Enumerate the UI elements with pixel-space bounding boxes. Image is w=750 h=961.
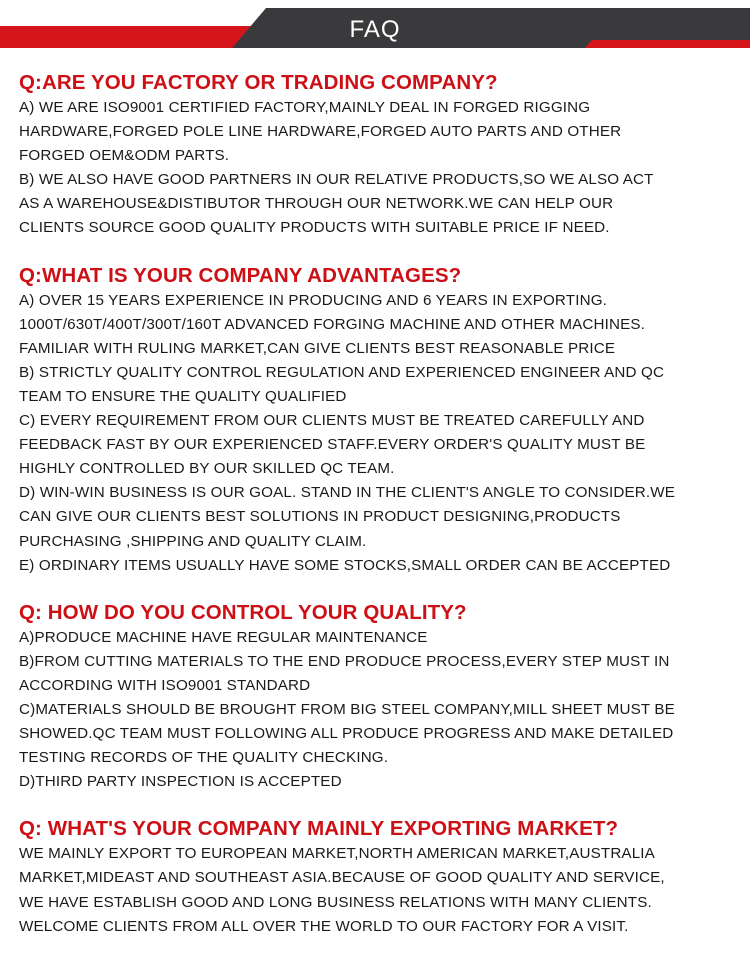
faq-section xyxy=(19,600,744,795)
faq-answer-line: B) WE ALSO HAVE GOOD PARTNERS IN OUR RELATIVE PRODUCTS,SO WE ALSO ACT xyxy=(19,171,654,189)
faq-answer-line: TEAM TO ENSURE THE QUALITY QUALIFIED xyxy=(19,387,347,405)
faq-answer-line: B) STRICTLY QUALITY CONTROL REGULATION AND EXPERIENCED ENGINEER AND QC xyxy=(19,363,665,381)
faq-answer-line: PURCHASING ,SHIPPING AND QUALITY CLAIM. xyxy=(19,532,367,550)
faq-section xyxy=(19,816,744,938)
faq-answer-line: WE HAVE ESTABLISH GOOD AND LONG BUSINESS RELATIONS WITH MANY CLIENTS. xyxy=(19,893,652,911)
faq-answer-line: WELCOME CLIENTS FROM ALL OVER THE WORLD TO OUR FACTORY FOR A VISIT. xyxy=(19,917,629,935)
faq-banner xyxy=(0,0,750,60)
faq-answer-line: MARKET,MIDEAST AND SOUTHEAST ASIA.BECAUSE OF GOOD QUALITY AND SERVICE, xyxy=(19,869,665,887)
faq-answer-line: A)PRODUCE MACHINE HAVE REGULAR MAINTENANCE xyxy=(19,628,428,646)
faq-answer-line: CLIENTS SOURCE GOOD QUALITY PRODUCTS WITH SUITABLE PRICE IF NEED. xyxy=(19,219,610,237)
faq-list xyxy=(19,70,744,961)
faq-answer-line: FEEDBACK FAST BY OUR EXPERIENCED STAFF.EVERY ORDER'S QUALITY MUST BE xyxy=(19,436,646,454)
faq-answer-line: C) EVERY REQUIREMENT FROM OUR CLIENTS MUST BE TREATED CAREFULLY AND xyxy=(19,412,645,430)
faq-answer-line: AS A WAREHOUSE&DISTIBUTOR THROUGH OUR NETWORK.WE CAN HELP OUR xyxy=(19,195,614,213)
faq-answer-line: C)MATERIALS SHOULD BE BROUGHT FROM BIG STEEL COMPANY,MILL SHEET MUST BE xyxy=(19,700,675,718)
faq-answer-line: HIGHLY CONTROLLED BY OUR SKILLED QC TEAM. xyxy=(19,460,395,478)
faq-answer-line: D)THIRD PARTY INSPECTION IS ACCEPTED xyxy=(19,773,342,791)
faq-answer-line: 1000T/630T/400T/300T/160T ADVANCED FORGING MACHINE AND OTHER MACHINES. xyxy=(19,315,646,333)
faq-question: Q:WHAT IS YOUR COMPANY ADVANTAGES? xyxy=(19,263,462,287)
faq-answer-line: HARDWARE,FORGED POLE LINE HARDWARE,FORGED AUTO PARTS AND OTHER xyxy=(19,123,622,141)
faq-section xyxy=(19,263,744,578)
faq-answer-line: WE MAINLY EXPORT TO EUROPEAN MARKET,NORTH AMERICAN MARKET,AUSTRALIA xyxy=(19,845,655,863)
faq-answer-line: TESTING RECORDS OF THE QUALITY CHECKING. xyxy=(19,749,389,767)
faq-answer-line: FAMILIAR WITH RULING MARKET,CAN GIVE CLIENTS BEST REASONABLE PRICE xyxy=(19,339,616,357)
faq-question: Q:ARE YOU FACTORY OR TRADING COMPANY? xyxy=(19,71,498,94)
faq-question: Q: HOW DO YOU CONTROL YOUR QUALITY? xyxy=(19,600,467,624)
faq-answer-line: SHOWED.QC TEAM MUST FOLLOWING ALL PRODUCE PROGRESS AND MAKE DETAILED xyxy=(19,725,674,743)
faq-answer-line: A) OVER 15 YEARS EXPERIENCE IN PRODUCING AND 6 YEARS IN EXPORTING. xyxy=(19,291,608,309)
faq-answer-line: A) WE ARE ISO9001 CERTIFIED FACTORY,MAINLY DEAL IN FORGED RIGGING xyxy=(19,99,591,116)
faq-answer-line: CAN GIVE OUR CLIENTS BEST SOLUTIONS IN PRODUCT DESIGNING,PRODUCTS xyxy=(19,508,621,526)
faq-answer-line: E) ORDINARY ITEMS USUALLY HAVE SOME STOCKS,SMALL ORDER CAN BE ACCEPTED xyxy=(19,556,671,574)
faq-question: Q: WHAT'S YOUR COMPANY MAINLY EXPORTING MARKET? xyxy=(19,817,619,841)
faq-section xyxy=(19,70,744,241)
faq-answer-line: D) WIN-WIN BUSINESS IS OUR GOAL. STAND IN THE CLIENT'S ANGLE TO CONSIDER.WE xyxy=(19,484,676,502)
faq-answer-line: ACCORDING WITH ISO9001 STANDARD xyxy=(19,676,311,694)
page-title: FAQ xyxy=(349,16,401,43)
banner-red-stripe-left xyxy=(0,26,256,48)
faq-answer-line: B)FROM CUTTING MATERIALS TO THE END PRODUCE PROCESS,EVERY STEP MUST IN xyxy=(19,652,670,670)
faq-answer-line: FORGED OEM&ODM PARTS. xyxy=(19,147,230,165)
